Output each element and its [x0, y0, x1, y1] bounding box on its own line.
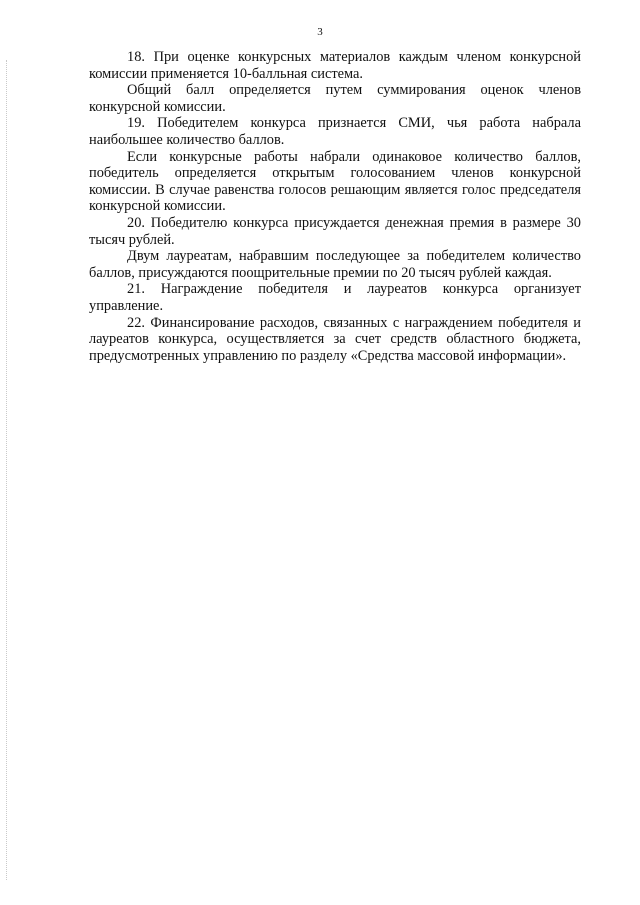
paragraph-18: 18. При оценке конкурсных материалов каждым членом конкурсной комиссии применяется 10-балльная система.: [89, 49, 581, 82]
paragraph-19: 19. Победителем конкурса признается СМИ, чья работа набрала наибольшее количество баллов.: [89, 115, 581, 148]
paragraph-21: 21. Награждение победителя и лауреатов конкурса организует управление.: [89, 281, 581, 314]
paragraph-tie-rule: Если конкурсные работы набрали одинаковое количество баллов, победитель определяется открытым голосованием членов конкурсной комиссии. В случае равенства голосов решающим является голос председателя конкурсной комиссии.: [89, 148, 581, 215]
paragraph-laureates: Двум лауреатам, набравшим последующее за победителем количество баллов, присуждаются поощрительные премии по 20 тысяч рублей каждая.: [89, 248, 581, 281]
paragraph-total-score: Общий балл определяется путем суммирования оценок членов конкурсной комиссии.: [89, 82, 581, 115]
paragraph-20: 20. Победителю конкурса присуждается денежная премия в размере 30 тысяч рублей.: [89, 214, 581, 248]
scan-margin-artifact: [6, 60, 9, 880]
document-body: [89, 49, 581, 364]
page-number: 3: [317, 26, 323, 38]
paragraph-22: 22. Финансирование расходов, связанных с награждением победителя и лауреатов конкурса, осуществляется за счет средств областного бюджета, предусмотренных управлению по разделу «Средства массовой информации».: [89, 314, 581, 364]
